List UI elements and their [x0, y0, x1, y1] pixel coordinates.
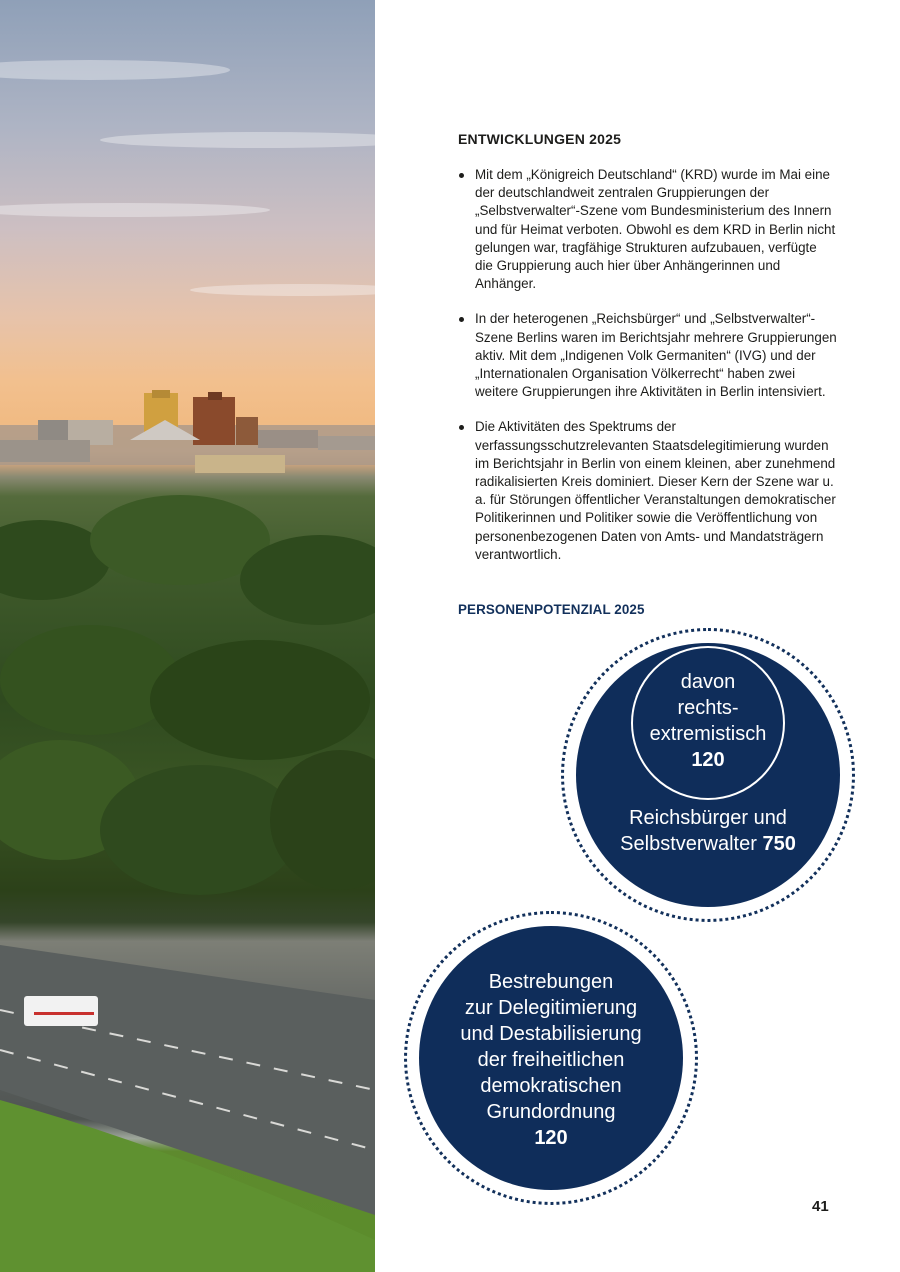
- developments-heading: ENTWICKLUNGEN 2025: [458, 131, 622, 147]
- sub-line: extremistisch: [649, 723, 767, 745]
- list-item: In der heterogenen „Reichsbürger“ und „Selbstverwalter“-Szene Berlins waren im Berichtsjahr mehrere Gruppierungen aktiv. Mit dem „Indigenen Volk Germaniten“ (IVG) und der „Internationalen Organisation Völkerrecht“ haben zwei weitere Gruppierungen ihre Aktivitäten in Berlin intensiviert.: [458, 310, 838, 401]
- label-line: Reichsbürger und: [629, 807, 787, 829]
- delegitimierung-value: 120: [534, 1127, 568, 1149]
- sub-line: davon: [680, 671, 736, 693]
- page-number: 41: [812, 1198, 829, 1215]
- reichsbuerger-value: 750: [762, 833, 796, 855]
- label-line: Grundordnung: [486, 1101, 616, 1123]
- list-item: Die Aktivitäten des Spektrums der verfassungsschutzrelevanten Staatsdelegitimierung wurden im Berichtsjahr in Berlin von einem kleinen, aber zunehmend radikalisierten Kreis dominiert. Dieser Kern der Szene war u. a. für Störungen öffentlicher Veranstaltungen demokratischer Politikerinnen und Politiker sowie die Veröffentlichung von personenbezogenen Daten von Amts- und Mandatsträgern verantwortlich.: [458, 418, 838, 564]
- reichsbuerger-label: [576, 805, 840, 857]
- list-item: Mit dem „Königreich Deutschland“ (KRD) wurde im Mai eine der deutschlandweit zentralen Gruppierungen der „Selbstverwalter“-Szene vom Bundesministerium des Innern und für Heimat verboten. Obwohl es dem KRD in Berlin nicht gelungen war, tragfähige Strukturen aufzubauen, verfügte die Gruppierung auch hier über Anhängerinnen und Anhänger.: [458, 166, 838, 293]
- label-line: zur Delegitimierung: [464, 997, 638, 1019]
- delegitimierung-circle: [419, 926, 683, 1190]
- label-line: Selbstverwalter: [620, 833, 757, 855]
- berlin-tiergarten-skyline-photo: [0, 0, 375, 1272]
- potential-heading: PERSONENPOTENZIAL 2025: [458, 602, 645, 617]
- reichsbuerger-circle: [576, 643, 840, 907]
- developments-list: [458, 166, 838, 581]
- photo-illustration: [0, 0, 375, 1272]
- rechtsextremistisch-label: [576, 669, 840, 773]
- label-line: der freiheitlichen: [477, 1049, 625, 1071]
- sub-line: rechts-: [677, 697, 739, 719]
- delegitimierung-label: [419, 969, 683, 1151]
- label-line: Bestrebungen: [488, 971, 614, 993]
- rechtsextremistisch-value: 120: [691, 749, 725, 771]
- label-line: demokratischen: [480, 1075, 622, 1097]
- label-line: und Destabilisierung: [460, 1023, 642, 1045]
